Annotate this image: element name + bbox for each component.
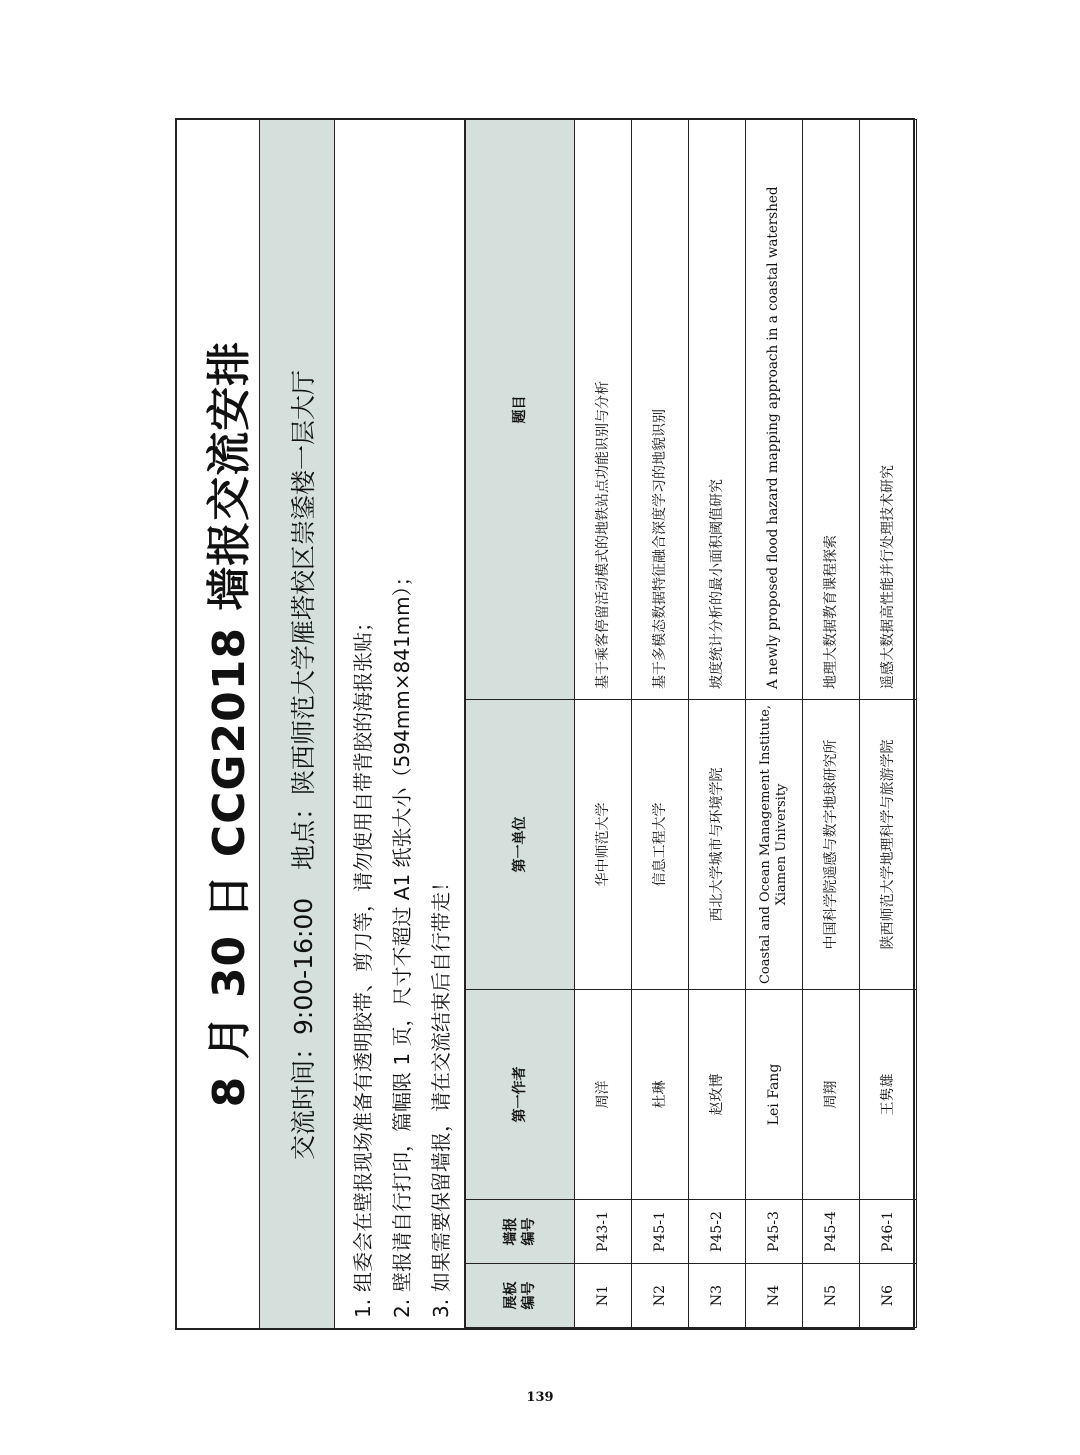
poster-table [465,119,917,1328]
exchange-location: 地点：陕西师范大学雁塔校区崇鋈楼一层大厅 [289,369,318,870]
cell-poster: P45-3 [746,1200,803,1264]
cell-author: 赵玫博 [689,990,746,1200]
cell-unit: 陕西师范大学地理科学与旅游学院 [860,700,917,990]
notes-band [335,120,465,1328]
note-number: 2. [390,1298,414,1318]
note-item [425,872,454,1318]
exchange-time: 交流时间：9:00-16:00 [289,897,318,1160]
cell-author: 杜琳 [632,990,689,1200]
cell-unit: 华中师范大学 [575,700,632,990]
table-row [575,120,632,1328]
note-number: 1. [351,1298,375,1318]
cell-board: N5 [803,1264,860,1328]
cell-board: N4 [746,1264,803,1328]
page-number: 139 [526,1390,554,1405]
note-item [347,612,376,1318]
cell-author: 周洋 [575,990,632,1200]
cell-board: N1 [575,1264,632,1328]
cell-topic: 坡度统计分析的最小面积阈值研究 [689,120,746,700]
note-text: 组委会在壁报现场准备有透明胶带、剪刀等，请勿使用自带背胶的海报张贴； [351,612,375,1292]
table-header-row [466,120,575,1328]
cell-poster: P46-1 [860,1200,917,1264]
header-board-line1: 展板 [502,1281,519,1310]
info-band [260,120,335,1328]
cell-author: 王隽雄 [860,990,917,1200]
table-row [803,120,860,1328]
table-row [632,120,689,1328]
cell-board: N6 [860,1264,917,1328]
header-poster-number [466,1200,575,1264]
note-item [386,566,415,1318]
table-row [746,120,803,1328]
cell-topic: 遥感大数据高性能并行处理技术研究 [860,120,917,700]
cell-unit: 西北大学城市与环境学院 [689,700,746,990]
table-row [689,120,746,1328]
note-number: 3. [429,1298,453,1318]
header-poster-line1: 墙报 [502,1217,519,1246]
cell-author: 周翔 [803,990,860,1200]
header-first-unit: 第一单位 [466,700,575,990]
cell-topic: 基于乘客停留活动模式的地铁站点功能识别与分析 [575,120,632,700]
cell-poster: P45-2 [689,1200,746,1264]
schedule-document [175,118,915,1330]
cell-poster: P45-4 [803,1200,860,1264]
cell-topic: 基于多模态数据特征融合深度学习的地貌识别 [632,120,689,700]
page-title: 8 月 30 日 CCG2018 墙报交流安排 [204,340,255,1108]
cell-board: N3 [689,1264,746,1328]
header-topic: 题目 [466,120,575,700]
cell-poster: P43-1 [575,1200,632,1264]
note-text: 壁报请自行打印，篇幅限 1 页，尺寸不超过 A1 纸张大小（594mm×841mm）； [390,566,414,1292]
table-row [860,120,917,1328]
header-poster-line2: 编号 [521,1217,537,1246]
cell-board: N2 [632,1264,689,1328]
header-board-number [466,1264,575,1328]
cell-topic: 地理大数据教育课程探索 [803,120,860,700]
header-first-author: 第一作者 [466,990,575,1200]
cell-unit: 中国科学院遥感与数字地球研究所 [803,700,860,990]
cell-poster: P45-1 [632,1200,689,1264]
cell-topic: A newly proposed flood hazard mapping approach in a coastal watershed [746,120,803,700]
title-band [177,120,260,1328]
note-text: 如果需要保留墙报，请在交流结束后自行带走！ [429,872,453,1292]
header-board-line2: 编号 [521,1281,537,1310]
cell-unit: Coastal and Ocean Management Institute, Xiamen University [746,700,803,990]
cell-unit: 信息工程大学 [632,700,689,990]
cell-author: Lei Fang [746,990,803,1200]
